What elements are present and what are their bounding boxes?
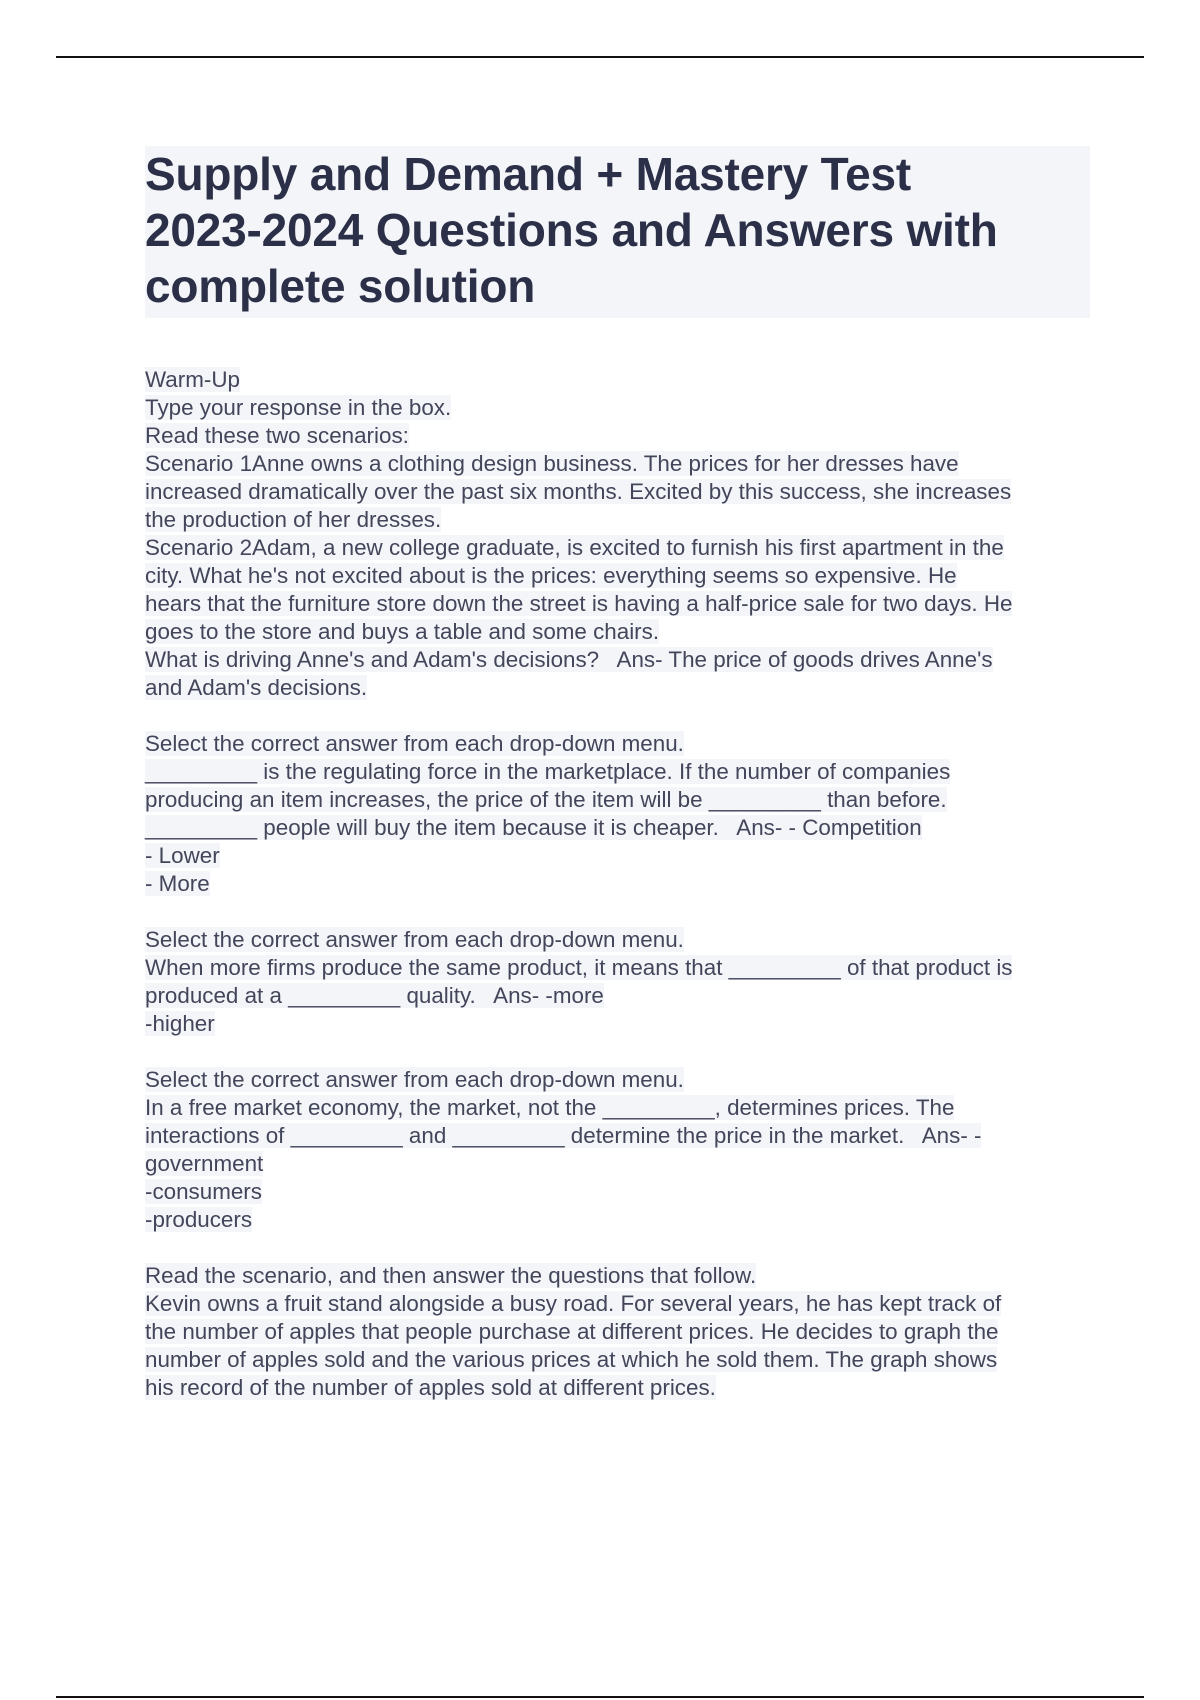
text-line: -higher: [145, 1011, 215, 1036]
text-line: Read the scenario, and then answer the questions that follow.: [145, 1263, 757, 1288]
text-line: government: [145, 1151, 264, 1176]
text-line: interactions of _________ and _________ determine the price in the market. Ans- -: [145, 1123, 982, 1148]
text-line: and Adam's decisions.: [145, 675, 368, 700]
text-line: Type your response in the box.: [145, 395, 452, 420]
bottom-rule: [56, 1696, 1144, 1698]
text-line: _________ people will buy the item because it is cheaper. Ans- - Competition: [145, 815, 922, 840]
document-title: [145, 146, 1086, 314]
text-line: Select the correct answer from each drop-down menu.: [145, 927, 684, 952]
text-line: Select the correct answer from each drop-down menu.: [145, 1067, 684, 1092]
text-line: Scenario 2Adam, a new college graduate, is excited to furnish his first apartment in the: [145, 535, 1004, 560]
text-line: producing an item increases, the price of the item will be _________ than before.: [145, 787, 947, 812]
title-line: 2023-2024 Questions and Answers with: [145, 204, 998, 256]
paragraph-gap: [145, 702, 1090, 730]
top-rule: [56, 56, 1144, 58]
competition-question: [145, 730, 1090, 898]
text-line: - Lower: [145, 843, 220, 868]
text-line: -producers: [145, 1207, 253, 1232]
text-line: Warm-Up: [145, 367, 240, 392]
text-line: When more firms produce the same product, it means that _________ of that product is: [145, 955, 1013, 980]
text-line: - More: [145, 871, 210, 896]
text-line: -consumers: [145, 1179, 262, 1204]
text-line: In a free market economy, the market, not the _________, determines prices. The: [145, 1095, 955, 1120]
paragraph-gap: [145, 1038, 1090, 1066]
text-line: city. What he's not excited about is the prices: everything seems so expensive. He: [145, 563, 957, 588]
text-line: increased dramatically over the past six months. Excited by this success, she increases: [145, 479, 1012, 504]
title-banner: [145, 146, 1090, 318]
text-line: What is driving Anne's and Adam's decisions? Ans- The price of goods drives Anne's: [145, 647, 993, 672]
text-line: goes to the store and buys a table and some chairs.: [145, 619, 660, 644]
firms-question: [145, 926, 1090, 1038]
document-content: [145, 146, 1090, 1402]
text-line: Kevin owns a fruit stand alongside a busy road. For several years, he has kept track of: [145, 1291, 1002, 1316]
text-line: the number of apples that people purchase at different prices. He decides to graph the: [145, 1319, 999, 1344]
title-line: complete solution: [145, 260, 536, 312]
text-line: Read these two scenarios:: [145, 423, 409, 448]
warm-up-question: [145, 366, 1090, 702]
text-line: his record of the number of apples sold at different prices.: [145, 1375, 716, 1400]
text-line: hears that the furniture store down the street is having a half-price sale for two days. He: [145, 591, 1013, 616]
document-body: [145, 366, 1090, 1402]
text-line: number of apples sold and the various prices at which he sold them. The graph shows: [145, 1347, 998, 1372]
text-line: the production of her dresses.: [145, 507, 442, 532]
fruit-stand-scenario: [145, 1262, 1090, 1402]
text-line: produced at a _________ quality. Ans- -more: [145, 983, 604, 1008]
text-line: _________ is the regulating force in the marketplace. If the number of companies: [145, 759, 951, 784]
paragraph-gap: [145, 1234, 1090, 1262]
text-line: Scenario 1Anne owns a clothing design business. The prices for her dresses have: [145, 451, 959, 476]
title-line: Supply and Demand + Mastery Test: [145, 148, 912, 200]
free-market-question: [145, 1066, 1090, 1234]
text-line: Select the correct answer from each drop-down menu.: [145, 731, 684, 756]
paragraph-gap: [145, 898, 1090, 926]
